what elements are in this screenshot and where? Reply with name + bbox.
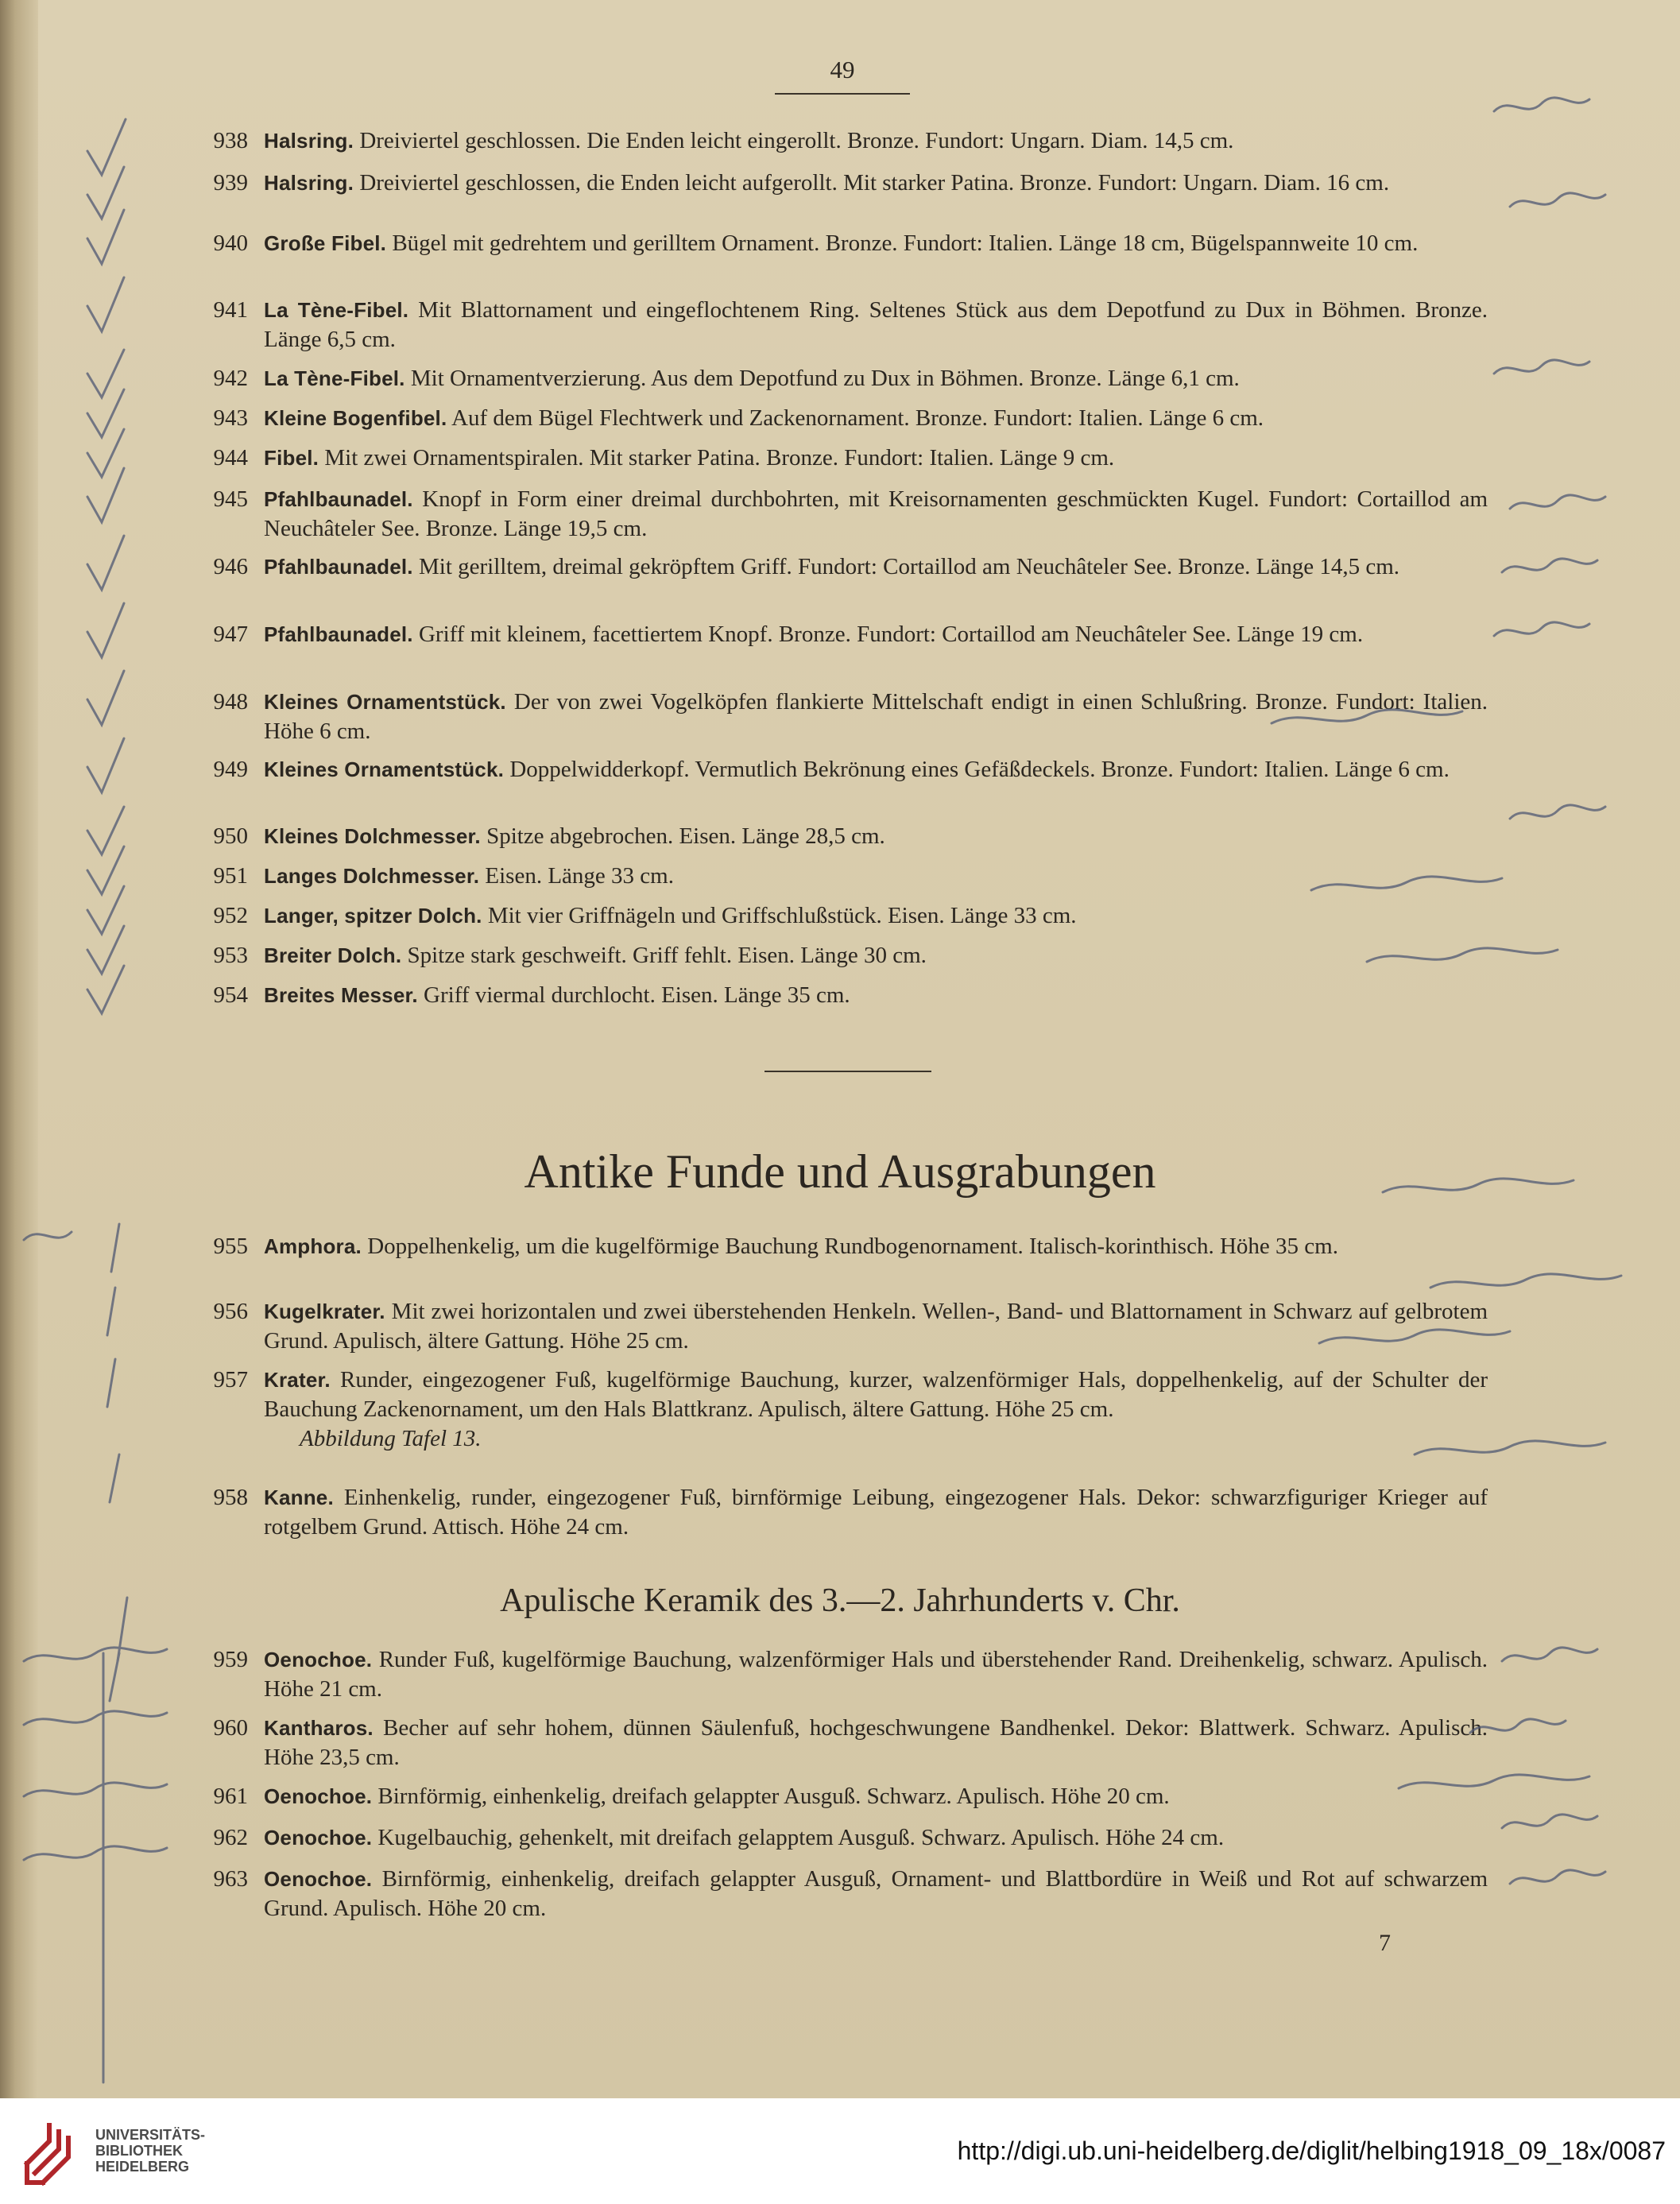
lot-title: Amphora. — [264, 1234, 362, 1258]
section-divider-rule — [765, 1071, 931, 1072]
library-name — [95, 2127, 205, 2175]
lot-number: 949 — [213, 757, 248, 782]
lot-number: 956 — [213, 1299, 248, 1324]
lot-entry — [184, 168, 1488, 198]
lot-number: 941 — [213, 297, 248, 323]
lot-description: Dreiviertel geschlossen. Die Enden leicht eingerollt. Bronze. Fundort: Ungarn. Diam. 14,5 cm. — [359, 128, 1234, 153]
lot-title: Langer, spitzer Dolch. — [264, 904, 482, 928]
library-footer — [0, 2098, 1680, 2204]
lot-title: Halsring. — [264, 129, 354, 153]
lot-title: Kantharos. — [264, 1716, 374, 1740]
lot-description: Kugelbauchig, gehenkelt, mit dreifach gelapptem Ausguß. Schwarz. Apulisch. Höhe 24 cm. — [377, 1825, 1225, 1850]
lot-title: Kleines Ornamentstück. — [264, 690, 506, 714]
page-number: 49 — [830, 56, 855, 83]
lot-description: Mit Blattornament und eingeflochtenem Ring. Seltenes Stück aus dem Depotfund zu Dux in Böhmen. Bronze. Länge 6,5 cm. — [264, 297, 1488, 352]
lot-entry — [184, 688, 1488, 746]
lot-description: Spitze stark geschweift. Griff fehlt. Eisen. Länge 30 cm. — [407, 943, 927, 968]
lot-entry — [184, 444, 1488, 473]
lot-title: Kanne. — [264, 1485, 334, 1509]
lot-entry — [184, 1782, 1488, 1811]
lot-description: Birnförmig, einhenkelig, dreifach gelappter Ausguß, Ornament- und Blattbordüre in Weiß und Rot auf schwarzem Grund. Apulisch. Höhe 20 cm. — [264, 1866, 1488, 1921]
lot-entry — [184, 404, 1488, 433]
lot-description: Mit vier Griffnägeln und Griffschlußstück. Eisen. Länge 33 cm. — [487, 903, 1077, 928]
lot-number: 962 — [213, 1825, 248, 1850]
page-number-rule — [775, 93, 910, 95]
lot-entry — [184, 1714, 1488, 1772]
lot-title: Fibel. — [264, 446, 319, 470]
lot-number: 960 — [213, 1715, 248, 1741]
lot-title: Breiter Dolch. — [264, 943, 402, 967]
lot-title: Oenochoe. — [264, 1826, 373, 1850]
lot-number: 948 — [213, 689, 248, 715]
library-name-line: HEIDELBERG — [95, 2159, 190, 2175]
lot-entry — [184, 1297, 1488, 1356]
lot-description: Griff mit kleinem, facettiertem Knopf. Bronze. Fundort: Cortaillod am Neuchâteler See. Länge 19 cm. — [418, 622, 1364, 647]
lot-description: Knopf in Form einer dreimal durchbohrten, mit Kreisornamenten geschmückten Kugel. Fundort: Cortaillod am Neuchâteler See. Bronze. Länge 19,5 cm. — [264, 486, 1488, 541]
lot-title: La Tène-Fibel. — [264, 298, 409, 322]
lot-number: 953 — [213, 943, 248, 968]
lot-entry — [184, 1232, 1488, 1261]
lot-title: Oenochoe. — [264, 1867, 373, 1891]
lot-description: Doppelwidderkopf. Vermutlich Bekrönung eines Gefäßdeckels. Bronze. Fundort: Italien. Länge 6 cm. — [509, 757, 1450, 782]
lot-title: Kleines Ornamentstück. — [264, 757, 505, 781]
lot-entry — [184, 822, 1488, 851]
library-name-line: UNIVERSITÄTS- — [95, 2127, 206, 2143]
lot-entry — [184, 296, 1488, 354]
lot-entry — [184, 755, 1488, 784]
lot-title: Kugelkrater. — [264, 1300, 385, 1323]
lot-description: Mit Ornamentverzierung. Aus dem Depotfund zu Dux in Böhmen. Bronze. Länge 6,1 cm. — [410, 366, 1240, 391]
sheet-signature-mark: 7 — [1379, 1930, 1391, 1956]
lot-title: Pfahlbaunadel. — [264, 555, 413, 579]
lot-entry — [184, 364, 1488, 393]
lot-title: Kleines Dolchmesser. — [264, 824, 481, 848]
lot-title: Pfahlbaunadel. — [264, 622, 413, 646]
lot-number: 955 — [213, 1234, 248, 1259]
lot-number: 957 — [213, 1367, 248, 1393]
lot-number: 940 — [213, 230, 248, 256]
lot-description: Runder Fuß, kugelförmige Bauchung, walzenförmiger Hals und überstehender Rand. Dreihenkelig, schwarz. Apulisch. Höhe 21 cm. — [264, 1647, 1488, 1702]
lot-title: Halsring. — [264, 171, 354, 195]
lot-entry — [184, 981, 1488, 1010]
lot-description: Bügel mit gedrehtem und gerilltem Ornament. Bronze. Fundort: Italien. Länge 18 cm, Bügelspannweite 10 cm. — [392, 230, 1419, 256]
subsection-heading: Apulische Keramik des 3.—2. Jahrhunderts v. Chr. — [500, 1582, 1180, 1619]
lot-number: 950 — [213, 823, 248, 849]
lot-title: Langes Dolchmesser. — [264, 864, 480, 888]
lot-number: 947 — [213, 622, 248, 647]
lot-title: La Tène-Fibel. — [264, 366, 405, 390]
lot-entry — [184, 941, 1488, 970]
lot-number: 942 — [213, 366, 248, 391]
lot-entry — [184, 1645, 1488, 1704]
lot-entry — [184, 901, 1488, 931]
plate-reference: Abbildung Tafel 13. — [300, 1426, 482, 1451]
lot-entry — [184, 229, 1488, 258]
lot-title: Große Fibel. — [264, 231, 387, 255]
section-heading: Antike Funde und Ausgrabungen — [524, 1145, 1156, 1198]
page-binding-shadow — [0, 0, 38, 2098]
lot-description: Der von zwei Vogelköpfen flankierte Mittelschaft endigt in einen Schlußring. Bronze. Fundort: Italien. Höhe 6 cm. — [264, 689, 1488, 744]
lot-description: Mit gerilltem, dreimal gekröpftem Griff. Fundort: Cortaillod am Neuchâteler See. Bronze. Länge 14,5 cm. — [418, 554, 1400, 579]
lot-entry — [184, 485, 1488, 544]
lot-entry — [184, 1365, 1488, 1454]
lot-entry — [184, 1483, 1488, 1542]
lot-title: Krater. — [264, 1368, 331, 1392]
library-name-line: BIBLIOTHEK — [95, 2143, 183, 2159]
lot-description: Runder, eingezogener Fuß, kugelförmige Bauchung, kurzer, walzenförmiger Hals, doppelhenkelig, auf der Schulter der Bauchung Zackenornament, um den Hals Blattkranz. Apulisch, ältere Gattung. Höhe 25 cm. — [264, 1367, 1488, 1422]
lot-description: Birnförmig, einhenkelig, dreifach gelappter Ausguß. Schwarz. Apulisch. Höhe 20 cm. — [377, 1784, 1170, 1809]
lot-number: 958 — [213, 1485, 248, 1510]
lot-number: 946 — [213, 554, 248, 579]
lot-description: Einhenkelig, runder, eingezogener Fuß, birnförmige Leibung, eingezogener Hals. Dekor: schwarzfiguriger Krieger auf rotgelbem Grund. Attisch. Höhe 24 cm. — [264, 1485, 1488, 1540]
lot-description: Spitze abgebrochen. Eisen. Länge 28,5 cm. — [486, 823, 885, 849]
lot-description: Dreiviertel geschlossen, die Enden leicht aufgerollt. Mit starker Patina. Bronze. Fundort: Ungarn. Diam. 16 cm. — [359, 170, 1390, 196]
lot-entry — [184, 1823, 1488, 1853]
lot-number: 944 — [213, 445, 248, 471]
lot-title: Breites Messer. — [264, 983, 418, 1007]
lot-number: 952 — [213, 903, 248, 928]
lot-number: 943 — [213, 405, 248, 431]
lot-number: 939 — [213, 170, 248, 196]
digitization-url-link[interactable]: http://digi.ub.uni-heidelberg.de/diglit/helbing1918_09_18x/0087 — [957, 2136, 1666, 2165]
lot-number: 961 — [213, 1784, 248, 1809]
lot-description: Griff viermal durchlocht. Eisen. Länge 35 cm. — [424, 982, 850, 1008]
lot-description: Doppelhenkelig, um die kugelförmige Bauchung Rundbogenornament. Italisch-korinthisch. Höhe 35 cm. — [367, 1234, 1338, 1259]
lot-description: Auf dem Bügel Flechtwerk und Zackenornament. Bronze. Fundort: Italien. Länge 6 cm. — [451, 405, 1264, 431]
lot-description: Mit zwei Ornamentspiralen. Mit starker Patina. Bronze. Fundort: Italien. Länge 9 cm. — [324, 445, 1115, 471]
lot-title: Oenochoe. — [264, 1648, 373, 1671]
lot-title: Kleine Bogenfibel. — [264, 406, 447, 430]
lot-description: Mit zwei horizontalen und zwei überstehenden Henkeln. Wellen-, Band- und Blattornament in Schwarz auf gelbrotem Grund. Apulisch, ältere Gattung. Höhe 25 cm. — [264, 1299, 1488, 1354]
lot-entry — [184, 862, 1488, 891]
lot-number: 959 — [213, 1647, 248, 1672]
lot-number: 963 — [213, 1866, 248, 1892]
lot-description: Becher auf sehr hohem, dünnen Säulenfuß, hochgeschwungene Bandhenkel. Dekor: Blattwerk. Schwarz. Apulisch. Höhe 23,5 cm. — [264, 1715, 1488, 1770]
lot-number: 954 — [213, 982, 248, 1008]
university-library-logo-icon — [17, 2116, 89, 2187]
lot-title: Pfahlbaunadel. — [264, 487, 413, 511]
lot-number: 951 — [213, 863, 248, 889]
lot-entry — [184, 1865, 1488, 1923]
lot-number: 945 — [213, 486, 248, 512]
lot-entry — [184, 552, 1488, 582]
lot-entry — [184, 620, 1488, 649]
lot-number: 938 — [213, 128, 248, 153]
lot-entry — [184, 126, 1488, 156]
lot-title: Oenochoe. — [264, 1784, 373, 1808]
lot-description: Eisen. Länge 33 cm. — [485, 863, 674, 889]
